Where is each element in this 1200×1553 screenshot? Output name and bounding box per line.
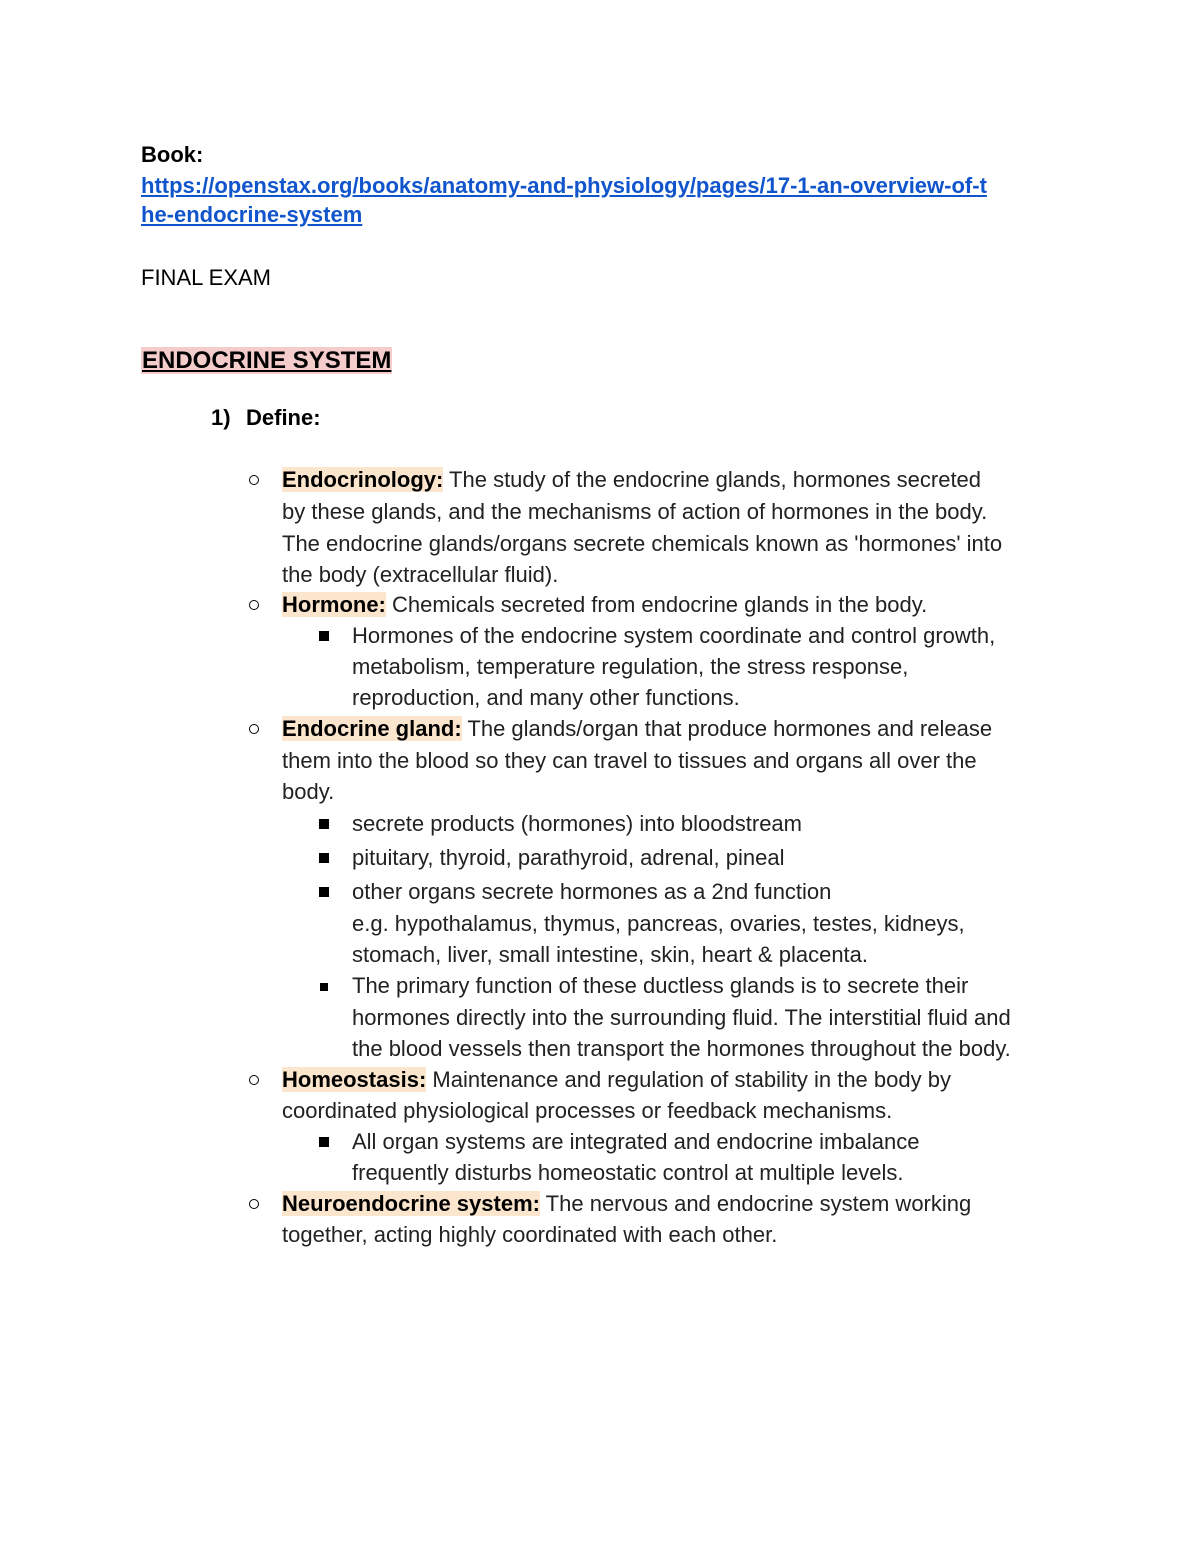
definition-text: by these glands, and the mechanisms of action of hormones in the body. <box>282 499 988 524</box>
definition-text: body. <box>282 779 335 804</box>
definition-text: Maintenance and regulation of stability in the body by <box>426 1067 951 1092</box>
term-endocrine-gland: Endocrine gland: <box>282 716 462 741</box>
square-bullet-icon <box>320 983 328 991</box>
term-endocrinology: Endocrinology: <box>282 467 444 492</box>
definition-text: The nervous and endocrine system working <box>539 1191 972 1216</box>
sub-point-text: The primary function of these ductless glands is to secrete their <box>352 973 969 998</box>
circle-bullet-icon <box>249 600 259 610</box>
sub-point-text: secrete products (hormones) into bloodstream <box>352 811 802 836</box>
sub-point-text: hormones directly into the surrounding fluid. The interstitial fluid and <box>352 1005 1011 1030</box>
question-number: 1) <box>211 405 231 430</box>
section-heading-text: ENDOCRINE SYSTEM <box>142 347 392 374</box>
sub-point-text: All organ systems are integrated and endocrine imbalance <box>352 1129 920 1154</box>
definition-text: the body (extracellular fluid). <box>282 562 559 587</box>
definition-text: them into the blood so they can travel to tissues and organs all over the <box>282 748 977 773</box>
square-bullet-icon <box>319 1137 329 1147</box>
circle-bullet-icon <box>249 1199 259 1209</box>
term-homeostasis: Homeostasis: <box>282 1067 427 1092</box>
sub-point-text: reproduction, and many other functions. <box>352 685 740 710</box>
definition-text: The study of the endocrine glands, hormones secreted <box>443 467 982 492</box>
book-link-line-2[interactable]: he-endocrine-system <box>141 202 363 227</box>
book-label: Book: <box>141 142 204 167</box>
sub-point-text: stomach, liver, small intestine, skin, heart & placenta. <box>352 942 869 967</box>
sub-point-text: Hormones of the endocrine system coordinate and control growth, <box>352 623 996 648</box>
sub-point-text: the blood vessels then transport the hormones throughout the body. <box>352 1036 1011 1061</box>
circle-bullet-icon <box>249 1075 259 1085</box>
definition-text: The endocrine glands/organs secrete chemicals known as 'hormones' into <box>282 531 1003 556</box>
definition-text: together, acting highly coordinated with each other. <box>282 1222 778 1247</box>
definition-homeostasis-line-1 <box>282 1064 951 1095</box>
square-bullet-icon <box>319 853 329 863</box>
circle-bullet-icon <box>249 475 259 485</box>
term-neuroendocrine-system: Neuroendocrine system: <box>282 1191 540 1216</box>
sub-point-text: other organs secrete hormones as a 2nd function <box>352 879 832 904</box>
book-link-line-1[interactable]: https://openstax.org/books/anatomy-and-physiology/pages/17-1-an-overview-of-t <box>141 173 987 198</box>
square-bullet-icon <box>319 631 329 641</box>
section-heading <box>141 344 392 381</box>
definition-text: coordinated physiological processes or feedback mechanisms. <box>282 1098 893 1123</box>
definition-text: The glands/organ that produce hormones and release <box>461 716 993 741</box>
definition-hormone-line-1 <box>282 589 927 620</box>
final-exam-label: FINAL EXAM <box>141 265 271 290</box>
definition-text: Chemicals secreted from endocrine glands in the body. <box>385 592 928 617</box>
circle-bullet-icon <box>249 724 259 734</box>
square-bullet-icon <box>319 819 329 829</box>
sub-point-text: pituitary, thyroid, parathyroid, adrenal, pineal <box>352 845 785 870</box>
question-label: Define: <box>246 405 321 430</box>
sub-point-text: e.g. hypothalamus, thymus, pancreas, ovaries, testes, kidneys, <box>352 911 965 936</box>
definition-neuroendocrine-line-1 <box>282 1188 971 1219</box>
sub-point-text: metabolism, temperature regulation, the stress response, <box>352 654 909 679</box>
sub-point-text: frequently disturbs homeostatic control at multiple levels. <box>352 1160 904 1185</box>
definition-endocrine-gland-line-1 <box>282 713 992 744</box>
term-hormone: Hormone: <box>282 592 386 617</box>
square-bullet-icon <box>319 887 329 897</box>
definition-endocrinology-line-1 <box>282 464 981 495</box>
